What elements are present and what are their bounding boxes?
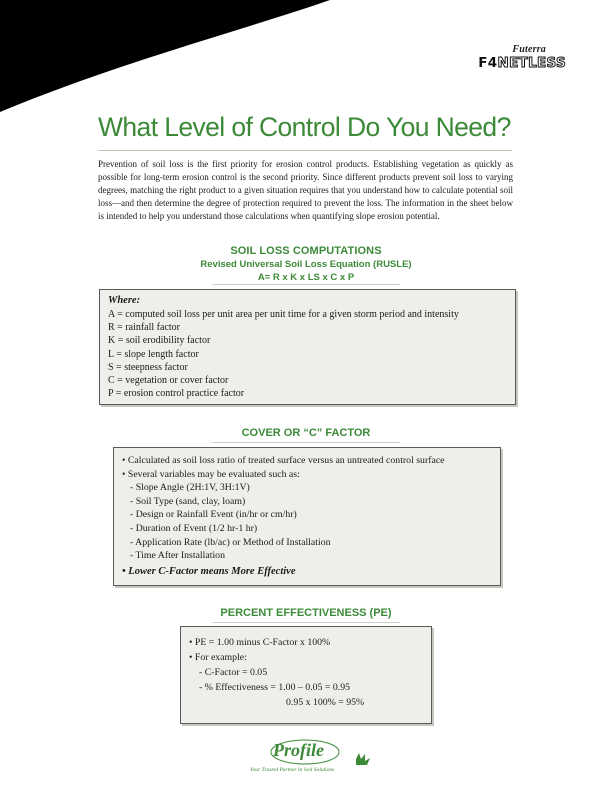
soil-loss-heading: SOIL LOSS COMPUTATIONS <box>230 245 382 257</box>
percent-effectiveness-box <box>180 626 432 724</box>
definition-item: R = rainfall factor <box>108 322 180 334</box>
bullet-item: • PE = 1.00 minus C-Factor x 100% <box>189 637 331 648</box>
cover-factor-box <box>113 447 501 586</box>
variable-item: - Application Rate (lb/ac) or Method of Installation <box>130 536 331 548</box>
intro-paragraph: Prevention of soil loss is the first priority for erosion control products. Establishing vegetation as quickly as possible for long-term erosion control is the second priority. Since different products prevent soil loss to varying degrees, matching the right product to a given situation requires that you understand how to calculate potential soil loss—and then determine the degree of protection required to prevent the loss. The information in the sheet below is intended to help you understand those calculations when quantifying slope erosion potential. <box>98 159 513 221</box>
definitions-box <box>99 289 516 405</box>
logo-brand-outline: NETLESS <box>497 55 566 71</box>
profile-tagline: Your Trusted Partner In Soil Solutions <box>250 767 335 773</box>
futerra-f4netless-logo <box>478 44 566 71</box>
section-divider <box>212 442 400 443</box>
section-divider <box>212 622 400 623</box>
cover-factor-heading: COVER OR “C” FACTOR <box>241 427 371 439</box>
logo-brand-top: Futerra <box>512 44 546 55</box>
definition-item: S = steepness factor <box>108 361 188 373</box>
definitions-list <box>108 308 459 400</box>
logo-brand-solid: F4 <box>478 55 498 71</box>
definition-item: P = erosion control practice factor <box>108 388 245 400</box>
variable-item: - Slope Angle (2H:1V, 3H:1V) <box>130 482 250 494</box>
example-item: - C-Factor = 0.05 <box>199 667 268 678</box>
where-label: Where: <box>108 295 141 306</box>
variable-item: - Duration of Event (1/2 hr-1 hr) <box>130 522 258 534</box>
example-item: - % Effectiveness = 1.00 – 0.05 = 0.95 <box>199 682 350 693</box>
bullet-item: • Several variables may be evaluated such as: <box>122 468 300 480</box>
logo-brand-main <box>478 55 566 71</box>
rusle-equation: A= R x K x LS x C x P <box>257 272 355 283</box>
percent-effectiveness-list <box>189 635 364 710</box>
definition-item: C = vegetation or cover factor <box>108 375 229 387</box>
definition-item: L = slope length factor <box>108 348 199 360</box>
variable-item: - Time After Installation <box>130 550 225 562</box>
title-divider <box>98 150 512 151</box>
bullet-item: • Calculated as soil loss ratio of treated surface versus an untreated control surface <box>122 455 445 466</box>
section-divider <box>212 284 400 285</box>
bullet-item: • For example: <box>189 652 247 663</box>
example-item: 0.95 x 100% = 95% <box>286 697 365 708</box>
variable-item: - Design or Rainfall Event (in/hr or cm/hr) <box>130 509 297 521</box>
rusle-subheading: Revised Universal Soil Loss Equation (RUSLE) <box>200 259 412 270</box>
variable-item: - Soil Type (sand, clay, loam) <box>130 495 246 507</box>
definition-item: K = soil erodibility factor <box>108 335 211 347</box>
cover-factor-list <box>122 454 445 578</box>
definition-item: A = computed soil loss per unit area per unit time for a given storm period and intensity <box>108 309 459 320</box>
profile-brand-name: Profile <box>273 740 324 760</box>
emphasis-note: • Lower C-Factor means More Effective <box>122 565 296 577</box>
percent-effectiveness-heading: PERCENT EFFECTIVENESS (PE) <box>220 607 392 619</box>
page-title: What Level of Control Do You Need? <box>98 112 511 142</box>
